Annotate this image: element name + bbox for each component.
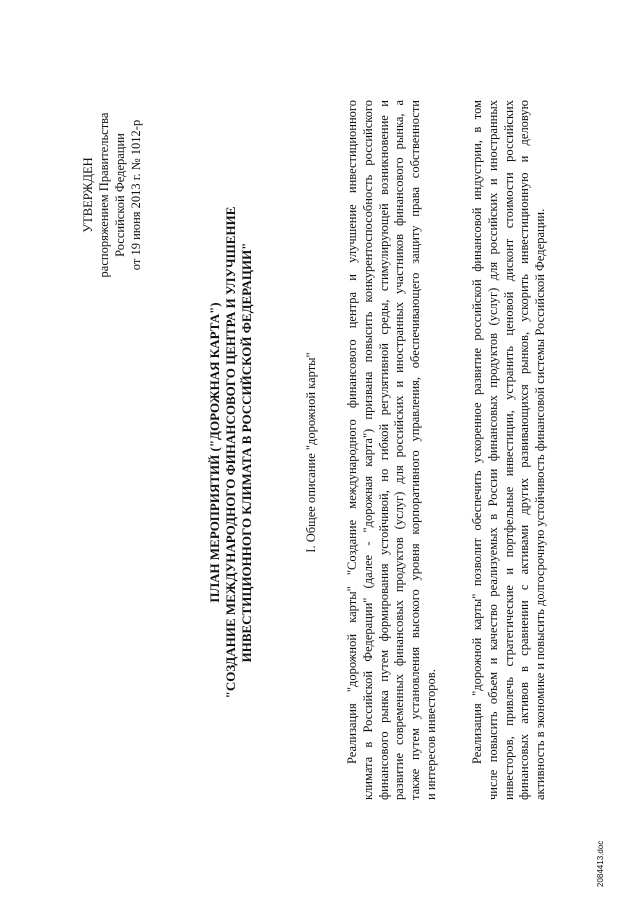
paragraph-line: инвесторов, привлечь стратегические и портфельные инвестиции, устранить ценовой дисконт стоимости российских [501,100,516,800]
approval-line: Российской Федерации [113,133,127,257]
section-heading: I. Общее описание "дорожной карты" [304,352,318,553]
paragraph-line: климата в Российской Федерации" (далее - "дорожная карта") призвана повысить конкурентоспособность российского [360,100,375,800]
approval-title: УТВЕРЖДЕН [81,157,95,233]
approval-date-line: от 19 июня 2013 г. № 1012-р [129,119,143,271]
paragraph-line: финансовых активов в сравнении с активами других развивающихся рынков, ускорить инвестиционную и деловую [517,100,532,800]
paragraph-line: активность в экономике и повысить долгосрочную устойчивость финансовой системы Российской Федерации. [533,208,548,800]
file-name-footer: 2084413.doc [596,840,605,887]
approval-line: распоряжением Правительства [97,112,111,278]
document-title [207,130,255,775]
paragraph [470,100,549,800]
paragraph-line: Реализация "дорожной карты" позволит обеспечить ускоренное развитие российской финансовой индустрии, в том [470,100,484,764]
document-title-line: "СОЗДАНИЕ МЕЖДУНАРОДНОГО ФИНАНСОВОГО ЦЕНТРА И УЛУЧШЕНИЕ [223,206,238,699]
paragraph-line: финансового рынка путем формирования устойчивой, но гибкой регулятивной среды, стимулирующей возникновение и [376,100,391,800]
paragraph [345,100,440,800]
approval-stamp [80,75,144,315]
document-title-line: ПЛАН МЕРОПРИЯТИЙ ("ДОРОЖНАЯ КАРТА") [207,302,222,603]
document-title-line: ИНВЕСТИЦИОННОГО КЛИМАТА В РОССИЙСКОЙ ФЕДЕРАЦИИ" [239,242,254,663]
paragraph-line: числе повысить объем и качество реализуемых в России финансовых продуктов (услуг) для российских и иностранных [485,100,500,800]
paragraph-line: и интересов инвесторов. [423,669,438,800]
paragraph-line: Реализация "дорожной карты" "Создание международного финансового центра и улучшение инвестиционного [345,100,359,764]
paragraph-line: также путем установления высокого уровня корпоративного управления, обеспечивающего защиту права собственности [408,100,423,800]
paragraph-line: развитие современных финансовых продуктов (услуг) для российских и иностранных участников финансового рынка, а [392,100,407,800]
